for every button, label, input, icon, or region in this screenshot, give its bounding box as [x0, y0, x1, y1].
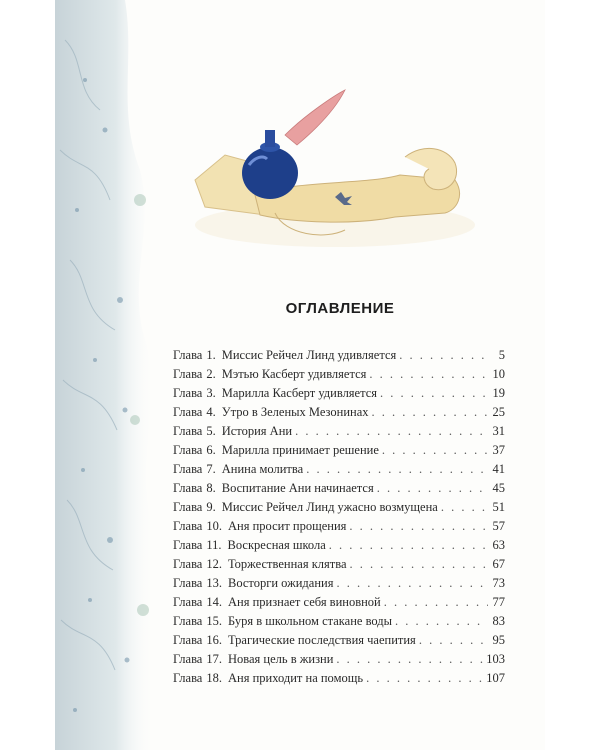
toc-entry-number: 4. [206, 405, 216, 419]
toc-entry[interactable] [173, 365, 505, 384]
toc-entry-prefix: Глава [173, 348, 203, 362]
inkwell-quill-scroll-icon [185, 85, 485, 255]
toc-entry-title: Марилла Касберт удивляется [221, 386, 378, 400]
toc-entry-leader [382, 441, 488, 460]
toc-entry-title: Торжественная клятва [227, 557, 347, 571]
toc-entry-number: 18. [206, 671, 222, 685]
toc-entry-number: 17. [206, 652, 222, 666]
toc-entry[interactable] [173, 631, 505, 650]
toc-entry-number: 13. [206, 576, 222, 590]
toc-entry-title: Мэтью Касберт удивляется [221, 367, 367, 381]
toc-entry-number: 6. [206, 443, 216, 457]
toc-entry-page: 25 [492, 405, 505, 419]
toc-entry-number: 1. [206, 348, 216, 362]
toc-entry-prefix: Глава [173, 500, 203, 514]
toc-entry-title: Аня просит прощения [227, 519, 347, 533]
toc-entry-number: 9. [206, 500, 216, 514]
toc-entry-prefix: Глава [173, 595, 203, 609]
toc-entry-leader [399, 346, 488, 365]
toc-entry-prefix: Глава [173, 614, 203, 628]
toc-entry-page: 107 [486, 671, 505, 685]
toc-entry-leader [306, 460, 488, 479]
toc-entry-prefix: Глава [173, 576, 203, 590]
toc-entry-page: 5 [498, 348, 505, 362]
toc-entry-page: 45 [492, 481, 505, 495]
toc-entry-title: Миссис Рейчел Линд ужасно возмущена [221, 500, 438, 514]
toc-entry-leader [372, 403, 488, 422]
toc-entry[interactable] [173, 441, 505, 460]
toc-entry[interactable] [173, 669, 505, 688]
toc-entry-number: 8. [206, 481, 216, 495]
toc-entry[interactable] [173, 555, 505, 574]
toc-entry-page: 67 [492, 557, 505, 571]
toc-entry-number: 15. [206, 614, 222, 628]
toc-entry-leader [336, 650, 483, 669]
toc-entry-page: 41 [492, 462, 505, 476]
toc-entry-page: 95 [492, 633, 505, 647]
toc-entry-page: 19 [492, 386, 505, 400]
toc-entry-page: 10 [492, 367, 505, 381]
toc-entry-number: 14. [206, 595, 222, 609]
toc-entry-prefix: Глава [173, 481, 203, 495]
toc-entry-prefix: Глава [173, 519, 203, 533]
toc-entry-leader [441, 498, 488, 517]
toc-list [173, 346, 505, 688]
toc-entry-title: Утро в Зеленых Мезонинах [221, 405, 369, 419]
toc-entry-page: 73 [492, 576, 505, 590]
toc-entry-leader [419, 631, 488, 650]
toc-entry-title: Буря в школьном стакане воды [227, 614, 393, 628]
toc-entry-prefix: Глава [173, 443, 203, 457]
toc-entry-prefix: Глава [173, 557, 203, 571]
toc-entry[interactable] [173, 384, 505, 403]
toc-entry-number: 7. [206, 462, 216, 476]
toc-title: ОГЛАВЛЕНИЕ [285, 300, 395, 317]
toc-entry-title: Восторги ожидания [227, 576, 334, 590]
toc-entry-page: 31 [492, 424, 505, 438]
toc-entry-leader [349, 517, 488, 536]
frost-lace-border-icon [55, 0, 165, 750]
toc-entry-leader [329, 536, 488, 555]
toc-entry-prefix: Глава [173, 652, 203, 666]
toc-entry-title: Трагические последствия чаепития [227, 633, 416, 647]
toc-entry-leader [395, 612, 488, 631]
toc-entry[interactable] [173, 650, 505, 669]
toc-entry[interactable] [173, 403, 505, 422]
toc-entry[interactable] [173, 422, 505, 441]
toc-entry-prefix: Глава [173, 538, 203, 552]
toc-entry-title: Аня приходит на помощь [227, 671, 364, 685]
toc-entry-prefix: Глава [173, 424, 203, 438]
toc-entry[interactable] [173, 460, 505, 479]
toc-entry-leader [366, 669, 483, 688]
toc-entry-prefix: Глава [173, 671, 203, 685]
toc-entry-page: 103 [486, 652, 505, 666]
toc-entry-number: 12. [206, 557, 222, 571]
toc-entry[interactable] [173, 498, 505, 517]
toc-entry-title: Новая цель в жизни [227, 652, 334, 666]
toc-entry-leader [295, 422, 488, 441]
toc-entry-prefix: Глава [173, 462, 203, 476]
toc-entry-title: Воспитание Ани начинается [221, 481, 374, 495]
toc-entry-number: 11. [206, 538, 222, 552]
toc-entry-prefix: Глава [173, 367, 203, 381]
toc-entry-leader [380, 384, 488, 403]
toc-entry-number: 16. [206, 633, 222, 647]
toc-entry-prefix: Глава [173, 386, 203, 400]
toc-entry-title: Аня признает себя виновной [227, 595, 381, 609]
toc-entry-number: 3. [206, 386, 216, 400]
toc-entry-page: 63 [492, 538, 505, 552]
toc-entry-number: 10. [206, 519, 222, 533]
toc-entry[interactable] [173, 346, 505, 365]
toc-entry-title: Анина молитва [221, 462, 304, 476]
toc-entry[interactable] [173, 612, 505, 631]
toc-entry-number: 2. [206, 367, 216, 381]
toc-entry-page: 51 [492, 500, 505, 514]
toc-entry[interactable] [173, 593, 505, 612]
toc-entry-prefix: Глава [173, 405, 203, 419]
toc-entry-title: Марилла принимает решение [221, 443, 379, 457]
toc-entry[interactable] [173, 536, 505, 555]
toc-entry-page: 77 [492, 595, 505, 609]
toc-entry-page: 83 [492, 614, 505, 628]
toc-entry-leader [384, 593, 488, 612]
toc-entry-page: 57 [492, 519, 505, 533]
toc-entry-title: Миссис Рейчел Линд удивляется [221, 348, 397, 362]
toc-entry[interactable] [173, 479, 505, 498]
toc-entry-leader [336, 574, 488, 593]
toc-entry-leader [350, 555, 488, 574]
toc-entry-number: 5. [206, 424, 216, 438]
toc-entry-title: Воскресная школа [227, 538, 326, 552]
toc-entry-page: 37 [492, 443, 505, 457]
toc-entry[interactable] [173, 574, 505, 593]
toc-entry-prefix: Глава [173, 633, 203, 647]
toc-entry-leader [369, 365, 488, 384]
toc-entry-title: История Ани [221, 424, 293, 438]
toc-entry[interactable] [173, 517, 505, 536]
toc-entry-leader [377, 479, 488, 498]
